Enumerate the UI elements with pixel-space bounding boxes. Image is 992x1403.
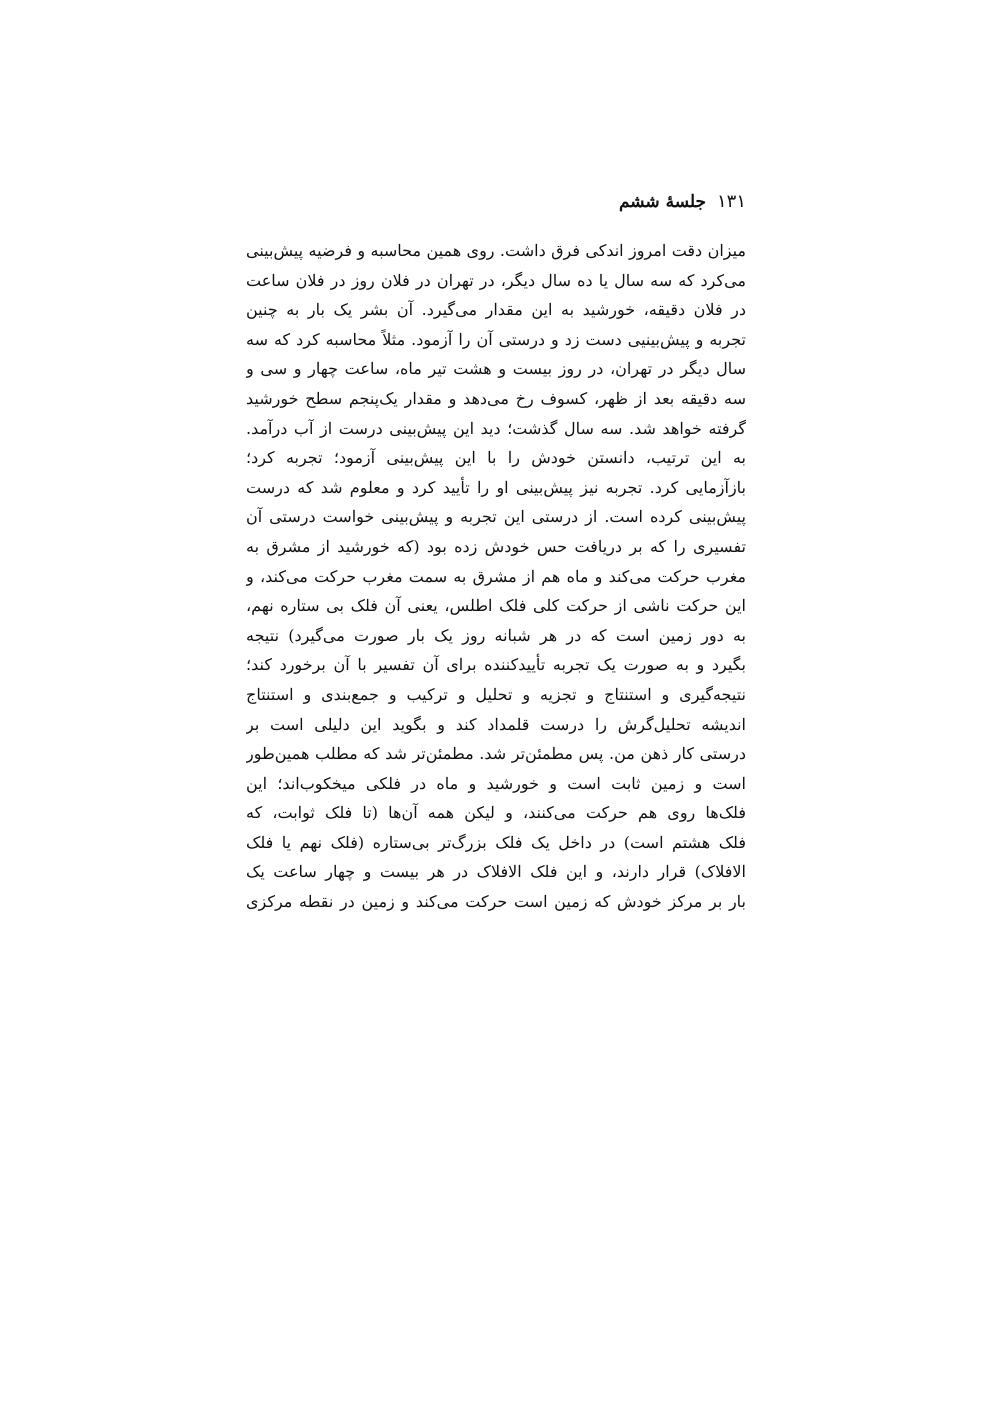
text-line: الافلاک) قرار دارند، و این فلک الافلاک در هر بیست و چهار ساعت یک	[246, 862, 746, 882]
text-line: بگیرد و به صورت یک تجربه تأییدکننده برای آن تفسیر با آن برخورد کند؛	[246, 655, 746, 675]
text-line: مغرب حرکت می‌کند و ماه هم از مشرق به سمت مغرب حرکت می‌کند، و	[246, 566, 746, 586]
text-line: به دور زمین است که در هر شبانه روز یک بار صورت می‌گیرد) نتیجه	[246, 625, 746, 645]
text-line: در فلان دقیقه، خورشید به این مقدار می‌گیرد. آن بشر یک بار به چنین	[246, 300, 746, 320]
body-text	[246, 236, 746, 917]
text-line: فلک‌ها روی هم حرکت می‌کنند، و لیکن همه آن‌ها (تا فلک ثوابت، که	[246, 803, 746, 823]
text-line: سال دیگر در تهران، در روز بیست و هشت تیر ماه، ساعت چهار و سی و	[246, 359, 746, 379]
text-line: سه دقیقه بعد از ظهر، کسوف رخ می‌دهد و مقدار یک‌پنجم سطح خورشید	[246, 388, 746, 408]
text-line: است و زمین ثابت است و خورشید و ماه در فلکی میخکوب‌اند؛ این	[246, 773, 746, 793]
text-line: تجربه و پیش‌بینیی دست زد و درستی آن را آزمود. مثلاً محاسبه کرد که سه	[246, 329, 746, 349]
text-line: این حرکت ناشی از حرکت کلی فلک اطلس، یعنی آن فلک بی ستاره نهم،	[246, 596, 746, 616]
page-number: ۱۳۱	[716, 191, 746, 212]
text-line: تفسیری را که بر دریافت حس خودش زده بود (که خورشید از مشرق به	[246, 536, 746, 556]
running-header	[246, 190, 746, 220]
text-line: پیش‌بینی کرده است. از درستی این تجربه و پیش‌بینی خواست درستی آن	[246, 507, 746, 527]
text-line: درستی کار ذهن من. پس مطمئن‌تر شد. مطمئن‌تر شد که مطلب همین‌طور	[246, 744, 746, 764]
text-line: میزان دقت امروز اندکی فرق داشت. روی همین محاسبه و فرضیه پیش‌بینی	[246, 241, 746, 260]
text-line: بار بر مرکز خودش که زمین است حرکت می‌کند و زمین در نقطه مرکزی	[246, 892, 746, 912]
text-line: فلک هشتم است) در داخل یک فلک بزرگ‌تر بی‌ستاره (فلک نهم یا فلک	[246, 832, 746, 852]
text-line: نتیجه‌گیری و استنتاج و تجزیه و تحلیل و ترکیب و جمع‌بندی و استنتاج	[246, 684, 746, 704]
text-line: به این ترتیب، دانستن خودش را با این پیش‌بینی آزمود؛ تجربه کرد؛	[246, 448, 746, 468]
text-line: می‌کرد که سه سال یا ده سال دیگر، در تهران در فلان روز در فلان ساعت	[246, 270, 746, 290]
text-line: اندیشه تحلیل‌گرش را درست قلمداد کند و بگوید این دلیلی است بر	[246, 714, 746, 734]
text-line: گرفته خواهد شد. سه سال گذشت؛ دید این پیش‌بینی درست از آب درآمد.	[246, 418, 746, 438]
chapter-title: جلسهٔ ششم	[618, 192, 706, 212]
text-line: بازآزمایی کرد. تجربه نیز پیش‌بینی او را تأیید کرد و معلوم شد که درست	[246, 477, 746, 497]
